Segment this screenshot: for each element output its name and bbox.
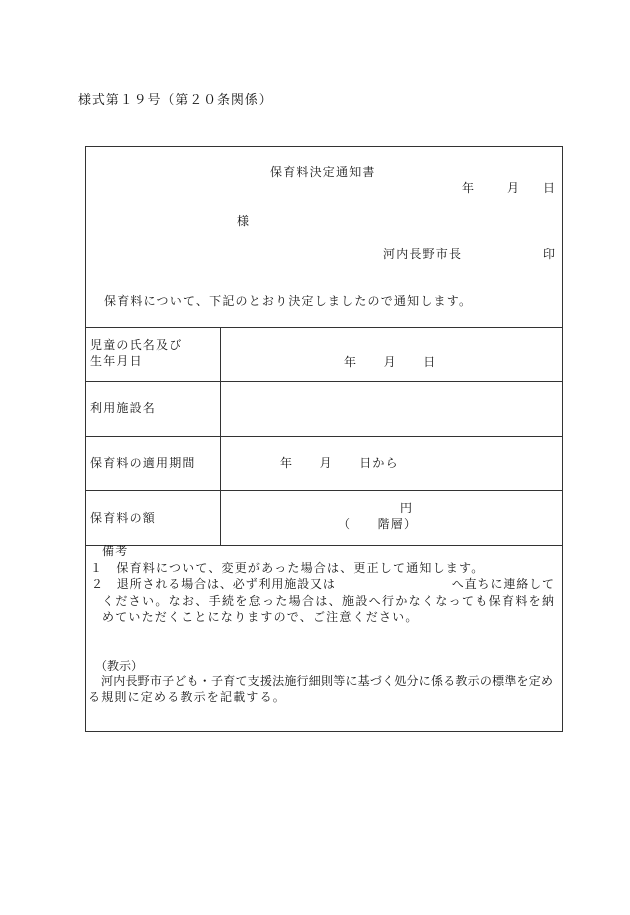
remark-item-2-line2: ください。なお、手続を怠った場合は、施設へ行かなくなっても保育料を納 (102, 594, 554, 608)
row-divider (85, 490, 562, 491)
notice-frame (85, 146, 563, 732)
column-divider (220, 327, 221, 545)
child-label-line2: 生年月日 (90, 354, 143, 368)
instruction-heading: （教示） (95, 659, 144, 673)
addressee-honorific: 様 (237, 214, 251, 228)
amount-tier: （ 階層） (338, 517, 418, 531)
notice-message: 保育料について、下記のとおり決定しましたので通知します。 (104, 294, 473, 308)
instruction-line1: 河内長野市子ども・子育て支援法施行細則等に基づく処分に係る教示の標準を定め (101, 674, 553, 688)
instruction-line2: る規則に定める教示を記載する。 (88, 690, 287, 704)
notice-title: 保育料決定通知書 (270, 165, 376, 179)
facility-label: 利用施設名 (90, 401, 157, 415)
child-label-line1: 児童の氏名及び (90, 338, 183, 352)
period-value: 年 月 日から (280, 456, 399, 470)
issue-date-day: 日 (543, 181, 557, 195)
issue-date-year: 年 (462, 181, 476, 195)
form-number: 様式第１９号（第２０条関係） (78, 92, 273, 107)
remark-item-2-line3: めていただくことになりますので、ご注意ください。 (102, 610, 419, 624)
amount-currency: 円 (400, 501, 414, 515)
row-divider (85, 436, 562, 437)
table-bottom-rule (85, 545, 562, 546)
issuer-name: 河内長野市長 (383, 247, 463, 261)
row-divider (85, 381, 562, 382)
period-label: 保育料の適用期間 (90, 456, 196, 470)
seal-mark: 印 (543, 247, 557, 261)
remarks-heading: 備考 (102, 544, 129, 558)
issue-date-month: 月 (507, 181, 521, 195)
remark-item-2-line1: ２ 退所される場合は、必ず利用施設又は へ直ちに連絡して (91, 577, 554, 591)
amount-label: 保育料の額 (90, 511, 157, 525)
remark-item-1: １ 保育料について、変更があった場合は、更正して通知します。 (90, 561, 485, 575)
birth-date-value: 年 月 日 (344, 355, 437, 369)
table-top-rule (85, 327, 562, 328)
